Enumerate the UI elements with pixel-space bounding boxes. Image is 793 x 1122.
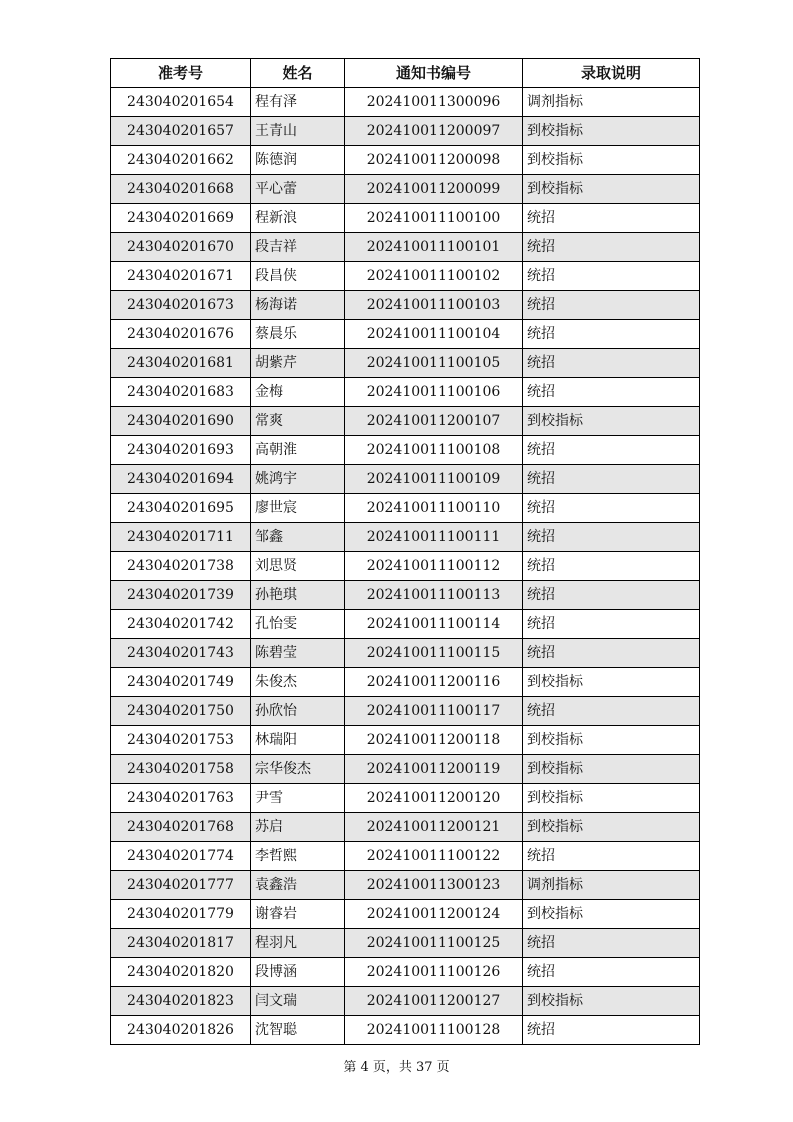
name-cell: 姚鸿宇: [251, 465, 345, 494]
notice-number-cell: 202410011100104: [345, 320, 523, 349]
exam-number-cell: 243040201673: [111, 291, 251, 320]
exam-number-cell: 243040201774: [111, 842, 251, 871]
table-row: [111, 88, 700, 117]
table-row: [111, 784, 700, 813]
admission-note-cell: 统招: [523, 958, 700, 987]
exam-number-cell: 243040201690: [111, 407, 251, 436]
notice-number-cell: 202410011100117: [345, 697, 523, 726]
admission-note-cell: 统招: [523, 204, 700, 233]
admission-note-cell: 到校指标: [523, 175, 700, 204]
notice-number-cell: 202410011100108: [345, 436, 523, 465]
notice-number-cell: 202410011100112: [345, 552, 523, 581]
name-cell: 胡紫芹: [251, 349, 345, 378]
name-cell: 宗华俊杰: [251, 755, 345, 784]
table-row: [111, 639, 700, 668]
admission-note-cell: 统招: [523, 465, 700, 494]
exam-number-cell: 243040201669: [111, 204, 251, 233]
table-row: [111, 726, 700, 755]
table-row: [111, 755, 700, 784]
notice-number-cell: 202410011100100: [345, 204, 523, 233]
name-cell: 王青山: [251, 117, 345, 146]
notice-number-cell: 202410011100102: [345, 262, 523, 291]
admission-note-cell: 调剂指标: [523, 871, 700, 900]
name-cell: 程羽凡: [251, 929, 345, 958]
admission-table: [110, 58, 700, 1045]
admission-note-cell: 到校指标: [523, 900, 700, 929]
exam-number-cell: 243040201671: [111, 262, 251, 291]
notice-number-cell: 202410011200127: [345, 987, 523, 1016]
exam-number-cell: 243040201817: [111, 929, 251, 958]
table-row: [111, 929, 700, 958]
table-row: [111, 117, 700, 146]
table-row: [111, 900, 700, 929]
exam-number-cell: 243040201657: [111, 117, 251, 146]
header-admission-note: 录取说明: [523, 59, 700, 88]
notice-number-cell: 202410011200120: [345, 784, 523, 813]
exam-number-cell: 243040201779: [111, 900, 251, 929]
table-row: [111, 1016, 700, 1045]
name-cell: 杨海诺: [251, 291, 345, 320]
name-cell: 林瑞阳: [251, 726, 345, 755]
name-cell: 闫文瑞: [251, 987, 345, 1016]
notice-number-cell: 202410011100128: [345, 1016, 523, 1045]
name-cell: 程新浪: [251, 204, 345, 233]
notice-number-cell: 202410011100115: [345, 639, 523, 668]
table-row: [111, 436, 700, 465]
name-cell: 袁鑫浩: [251, 871, 345, 900]
admission-note-cell: 统招: [523, 552, 700, 581]
exam-number-cell: 243040201695: [111, 494, 251, 523]
table-row: [111, 233, 700, 262]
admission-note-cell: 统招: [523, 842, 700, 871]
exam-number-cell: 243040201743: [111, 639, 251, 668]
header-notice-number: 通知书编号: [345, 59, 523, 88]
name-cell: 段昌侠: [251, 262, 345, 291]
notice-number-cell: 202410011200124: [345, 900, 523, 929]
name-cell: 陈碧莹: [251, 639, 345, 668]
table-row: [111, 378, 700, 407]
notice-number-cell: 202410011100101: [345, 233, 523, 262]
name-cell: 苏启: [251, 813, 345, 842]
table-row: [111, 842, 700, 871]
table-row: [111, 494, 700, 523]
admission-note-cell: 统招: [523, 320, 700, 349]
header-exam-number: 准考号: [111, 59, 251, 88]
exam-number-cell: 243040201763: [111, 784, 251, 813]
name-cell: 平心蕾: [251, 175, 345, 204]
exam-number-cell: 243040201750: [111, 697, 251, 726]
exam-number-cell: 243040201694: [111, 465, 251, 494]
admission-note-cell: 统招: [523, 349, 700, 378]
name-cell: 廖世宸: [251, 494, 345, 523]
notice-number-cell: 202410011100126: [345, 958, 523, 987]
name-cell: 蔡晨乐: [251, 320, 345, 349]
exam-number-cell: 243040201662: [111, 146, 251, 175]
table-row: [111, 552, 700, 581]
table-row: [111, 871, 700, 900]
notice-number-cell: 202410011100105: [345, 349, 523, 378]
table-row: [111, 320, 700, 349]
exam-number-cell: 243040201670: [111, 233, 251, 262]
exam-number-cell: 243040201676: [111, 320, 251, 349]
table-row: [111, 349, 700, 378]
exam-number-cell: 243040201654: [111, 88, 251, 117]
name-cell: 高朝淮: [251, 436, 345, 465]
notice-number-cell: 202410011300096: [345, 88, 523, 117]
exam-number-cell: 243040201753: [111, 726, 251, 755]
exam-number-cell: 243040201758: [111, 755, 251, 784]
table-row: [111, 291, 700, 320]
admission-note-cell: 统招: [523, 610, 700, 639]
table-row: [111, 175, 700, 204]
admission-note-cell: 统招: [523, 523, 700, 552]
name-cell: 段博涵: [251, 958, 345, 987]
admission-note-cell: 到校指标: [523, 987, 700, 1016]
notice-number-cell: 202410011100113: [345, 581, 523, 610]
exam-number-cell: 243040201749: [111, 668, 251, 697]
notice-number-cell: 202410011200121: [345, 813, 523, 842]
admission-note-cell: 统招: [523, 436, 700, 465]
notice-number-cell: 202410011100125: [345, 929, 523, 958]
notice-number-cell: 202410011100114: [345, 610, 523, 639]
notice-number-cell: 202410011100109: [345, 465, 523, 494]
admission-note-cell: 统招: [523, 291, 700, 320]
notice-number-cell: 202410011200099: [345, 175, 523, 204]
admission-note-cell: 统招: [523, 378, 700, 407]
table-row: [111, 523, 700, 552]
admission-note-cell: 到校指标: [523, 407, 700, 436]
name-cell: 孙欣怡: [251, 697, 345, 726]
exam-number-cell: 243040201738: [111, 552, 251, 581]
exam-number-cell: 243040201668: [111, 175, 251, 204]
name-cell: 朱俊杰: [251, 668, 345, 697]
table-row: [111, 697, 700, 726]
admission-note-cell: 到校指标: [523, 668, 700, 697]
admission-note-cell: 到校指标: [523, 146, 700, 175]
page-footer: 第 4 页，共 37 页: [343, 1060, 450, 1075]
admission-note-cell: 统招: [523, 1016, 700, 1045]
name-cell: 孙艳琪: [251, 581, 345, 610]
notice-number-cell: 202410011200107: [345, 407, 523, 436]
admission-note-cell: 调剂指标: [523, 88, 700, 117]
admission-note-cell: 统招: [523, 233, 700, 262]
admission-note-cell: 统招: [523, 494, 700, 523]
exam-number-cell: 243040201683: [111, 378, 251, 407]
exam-number-cell: 243040201823: [111, 987, 251, 1016]
name-cell: 程有泽: [251, 88, 345, 117]
notice-number-cell: 202410011100122: [345, 842, 523, 871]
table-row: [111, 407, 700, 436]
notice-number-cell: 202410011200098: [345, 146, 523, 175]
notice-number-cell: 202410011200097: [345, 117, 523, 146]
notice-number-cell: 202410011200119: [345, 755, 523, 784]
exam-number-cell: 243040201693: [111, 436, 251, 465]
table-row: [111, 668, 700, 697]
table-row: [111, 581, 700, 610]
admission-note-cell: 统招: [523, 581, 700, 610]
admission-note-cell: 到校指标: [523, 755, 700, 784]
table-row: [111, 465, 700, 494]
exam-number-cell: 243040201711: [111, 523, 251, 552]
name-cell: 孔怡雯: [251, 610, 345, 639]
name-cell: 刘思贤: [251, 552, 345, 581]
name-cell: 沈智聪: [251, 1016, 345, 1045]
notice-number-cell: 202410011100103: [345, 291, 523, 320]
name-cell: 尹雪: [251, 784, 345, 813]
header-name: 姓名: [251, 59, 345, 88]
name-cell: 邹鑫: [251, 523, 345, 552]
admission-note-cell: 统招: [523, 262, 700, 291]
exam-number-cell: 243040201820: [111, 958, 251, 987]
table-row: [111, 987, 700, 1016]
notice-number-cell: 202410011100106: [345, 378, 523, 407]
exam-number-cell: 243040201826: [111, 1016, 251, 1045]
name-cell: 金梅: [251, 378, 345, 407]
exam-number-cell: 243040201742: [111, 610, 251, 639]
exam-number-cell: 243040201768: [111, 813, 251, 842]
name-cell: 谢睿岩: [251, 900, 345, 929]
exam-number-cell: 243040201739: [111, 581, 251, 610]
notice-number-cell: 202410011100111: [345, 523, 523, 552]
exam-number-cell: 243040201777: [111, 871, 251, 900]
notice-number-cell: 202410011200116: [345, 668, 523, 697]
admission-note-cell: 统招: [523, 697, 700, 726]
admission-note-cell: 统招: [523, 639, 700, 668]
name-cell: 陈德润: [251, 146, 345, 175]
table-row: [111, 146, 700, 175]
admission-note-cell: 到校指标: [523, 726, 700, 755]
name-cell: 段吉祥: [251, 233, 345, 262]
table-header-row: [111, 59, 700, 88]
notice-number-cell: 202410011200118: [345, 726, 523, 755]
notice-number-cell: 202410011100110: [345, 494, 523, 523]
admission-note-cell: 到校指标: [523, 117, 700, 146]
exam-number-cell: 243040201681: [111, 349, 251, 378]
table-row: [111, 610, 700, 639]
admission-note-cell: 到校指标: [523, 813, 700, 842]
name-cell: 常爽: [251, 407, 345, 436]
table-row: [111, 204, 700, 233]
table-row: [111, 813, 700, 842]
admission-note-cell: 到校指标: [523, 784, 700, 813]
notice-number-cell: 202410011300123: [345, 871, 523, 900]
table-row: [111, 958, 700, 987]
name-cell: 李哲熙: [251, 842, 345, 871]
table-row: [111, 262, 700, 291]
admission-note-cell: 统招: [523, 929, 700, 958]
